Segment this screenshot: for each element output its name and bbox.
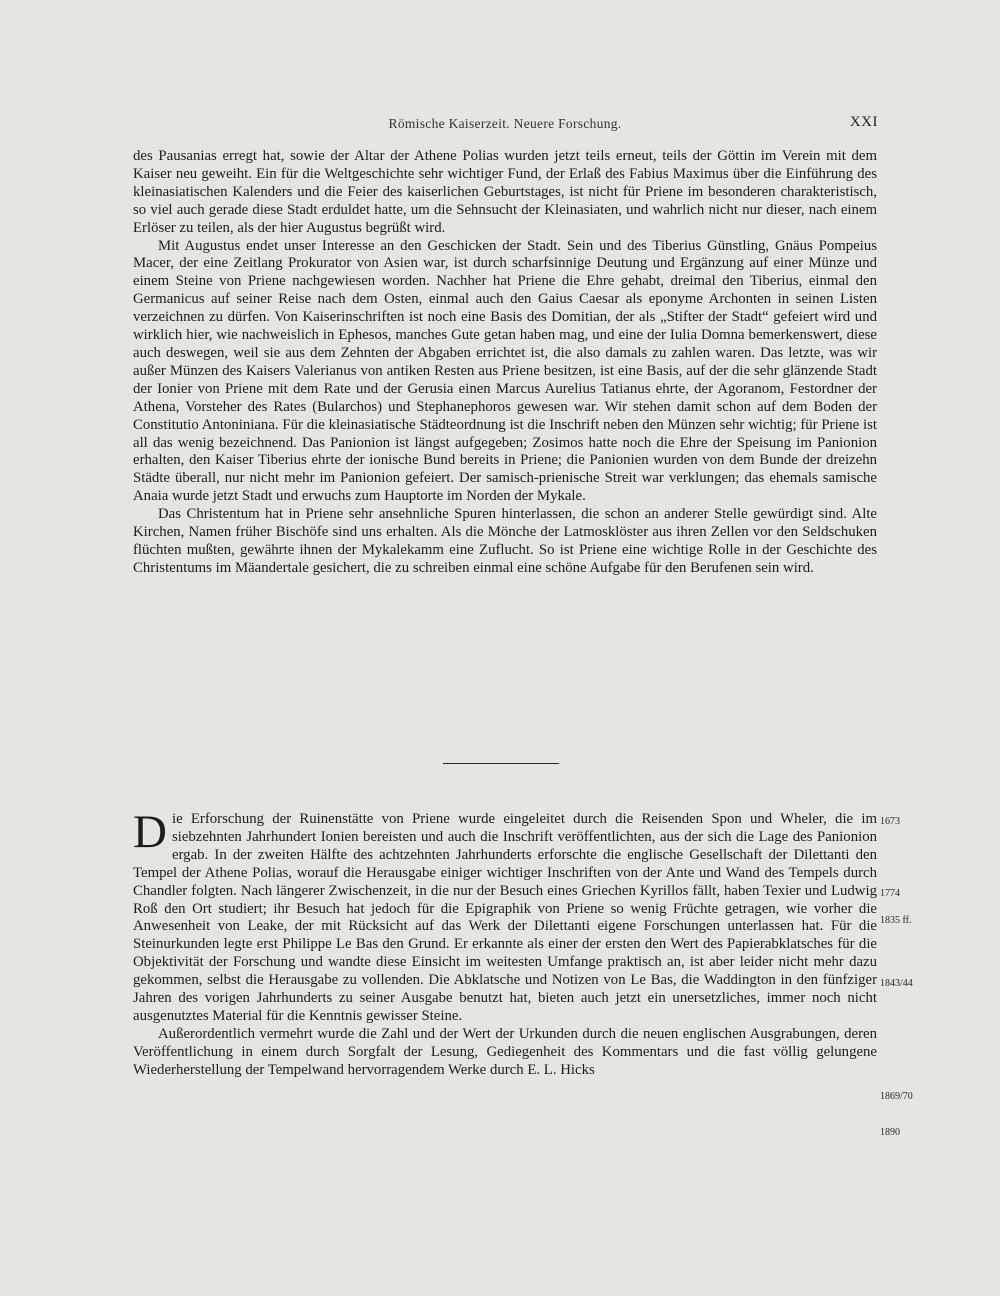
margin-note-year: 1774: [880, 888, 900, 899]
paragraph: des Pausanias erregt hat, sowie der Altar der Athene Polias wurden jetzt teils erneut, teils der Göttin im Verein mit dem Kaiser neu geweiht. Ein für die Weltgeschichte sehr wichtiger Fund, der Erlaß des Fabius Maximus über die Einführung des kleinasiatischen Kalenders und die Feier des kaiserlichen Geburtstages, ist nicht für Priene im besonderen charakteristisch, so viel auch gerade diese Stadt erduldet hatte, um die Sehnsucht der Kleinasiaten, und wahrlich nicht nur dieser, nach einem Erlöser zu teilen, als der hier Augustus begrüßt wird.: [133, 148, 877, 236]
text-section-research-history: [133, 806, 877, 1080]
paragraph-with-initial: [133, 806, 877, 1026]
paragraph: Außerordentlich vermehrt wurde die Zahl und der Wert der Urkunden durch die neuen englischen Ausgrabungen, deren Veröffentlichung in einem durch Sorgfalt der Lesung, Gediegenheit des Kommentars und die fast völlig gelungene Wiederherstellung der Tempelwand hervorragendem Werke durch E. L. Hicks: [133, 1025, 877, 1078]
drop-cap-initial: D: [133, 806, 167, 858]
running-title: Römische Kaiserzeit. Neuere Forschung.: [388, 116, 622, 131]
page-number: XXI: [849, 114, 878, 130]
margin-note-year: 1890: [880, 1127, 900, 1138]
margin-note-year: 1869/70: [880, 1091, 913, 1102]
text-section-roman-period: [133, 148, 877, 578]
running-header: [133, 114, 877, 134]
paragraph-text: ie Erforschung der Ruinenstätte von Priene wurde eingeleitet durch die Reisenden Spon und Wheler, die im siebzehnten Jahrhundert Ionien bereisten und auch die Inschrift veröffentlichten, aus der sich die Lage des Panionion ergab. In der zweiten Hälfte des achtzehnten Jahrhunderts erforschte die englische Gesellschaft der Dilettanti den Tempel der Athene Polias, worauf die Herausgabe einiger wichtiger Inschriften von der Ante und Wand des Tempels durch Chandler folgten. Nach längerer Zwischenzeit, in die nur der Besuch eines Griechen Kyrillos fällt, haben Texier und Ludwig Roß den Ort studiert; ihr Besuch hat jedoch für die Epigraphik von Priene so wenig Früchte getragen, wie vorher die Anwesenheit von Leake, der mit Rücksicht auf das Werk der Dilettanti eigene Forschungen unterlassen hat. Für die Steinurkunden legte erst Philippe Le Bas den Grund. Er erkannte als einer der ersten den Wert des Papierabklatsches für die Objektivität der Forschung und wandte diese Einsicht im weitesten Umfange praktisch an, ist aber leider nicht mehr dazu gekommen, selbst die Herausgabe zu vollenden. Die Abklatsche und Notizen von Le Bas, die Waddington in den fünfziger Jahren des vorigen Jahrhunderts zu seiner Ausgabe benutzt hat, bieten auch jetzt ein unersetzliches, immer noch nicht ausgenutztes Material für die Kenntnis gewisser Steine.: [133, 811, 877, 1024]
paragraph: Mit Augustus endet unser Interesse an den Geschicken der Stadt. Sein und des Tiberius Günstling, Gnäus Pompeius Macer, der eine Zeitlang Prokurator von Asien war, ist durch scharfsinnige Deutung und Ergänzung auf einer Münze und einem Steine von Priene nachgewiesen worden. Nachher hat Priene die Ehre gehabt, dreimal den Tiberius, einmal den Germanicus auf seiner Reise nach dem Osten, einmal auch den Gaius Caesar als eponyme Archonten in seinen Listen verzeichnen zu dürfen. Von Kaiserinschriften ist noch eine Basis des Domitian, der als „Stifter der Stadt“ gefeiert wird und wirklich hier, wie nachweislich in Ephesos, manches Gute getan haben mag, und eine der Iulia Domna bemerkenswert, diese auch deswegen, weil sie aus dem Zehnten der Abgaben errichtet ist, die also damals zu zahlen waren. Das letzte, was wir außer Münzen des Kaisers Valerianus von antiken Resten aus Priene besitzen, ist eine Basis, auf der die sehr glänzende Stadt der Ionier von Priene mit dem Rate und der Gerusia einen Marcus Aurelius Tatianus ehrte, der Agoranom, Festordner der Athena, Vorsteher des Rates (Bularchos) und Stephanephoros gewesen war. Wir stehen damit schon auf dem Boden der Constitutio Antoniniana. Für die kleinasiatische Städteordnung ist die Inschrift neben den Münzen sehr wichtig; für Priene ist all das wenig bezeichnend. Das Panionion ist längst aufgegeben; Zosimos hatte noch die Ehre der Speisung im Panionion erhalten, den Kaiser Tiberius ehrte der ionische Bund bereits in Priene; die Panionien wurden von dem Bunde der dreizehn Städte überall, nur nicht mehr im Panionion gefeiert. Der samisch-prienische Streit war verklungen; das ehemals samische Anaia wurde jetzt Stadt und erwuchs zum Hauptorte im Norden der Mykale.: [133, 237, 877, 505]
margin-note-year: 1835 ff.: [880, 915, 912, 926]
paragraph: Das Christentum hat in Priene sehr ansehnliche Spuren hinterlassen, die schon an anderer Stelle gewürdigt sind. Alte Kirchen, Namen früher Bischöfe sind uns erhalten. Als die Mönche der Latmosklöster aus ihren Zellen vor den Seldschuken flüchten mußten, gewährte ihnen der Mykalekamm eine Zuflucht. So ist Priene eine wichtige Rolle in der Geschichte des Christentums im Mäandertale gesichert, die zu schreiben einmal eine schöne Aufgabe für den Berufenen sein wird.: [133, 506, 877, 576]
section-divider: [443, 763, 559, 764]
margin-note-year: 1673: [880, 816, 900, 827]
margin-note-year: 1843/44: [880, 978, 913, 989]
